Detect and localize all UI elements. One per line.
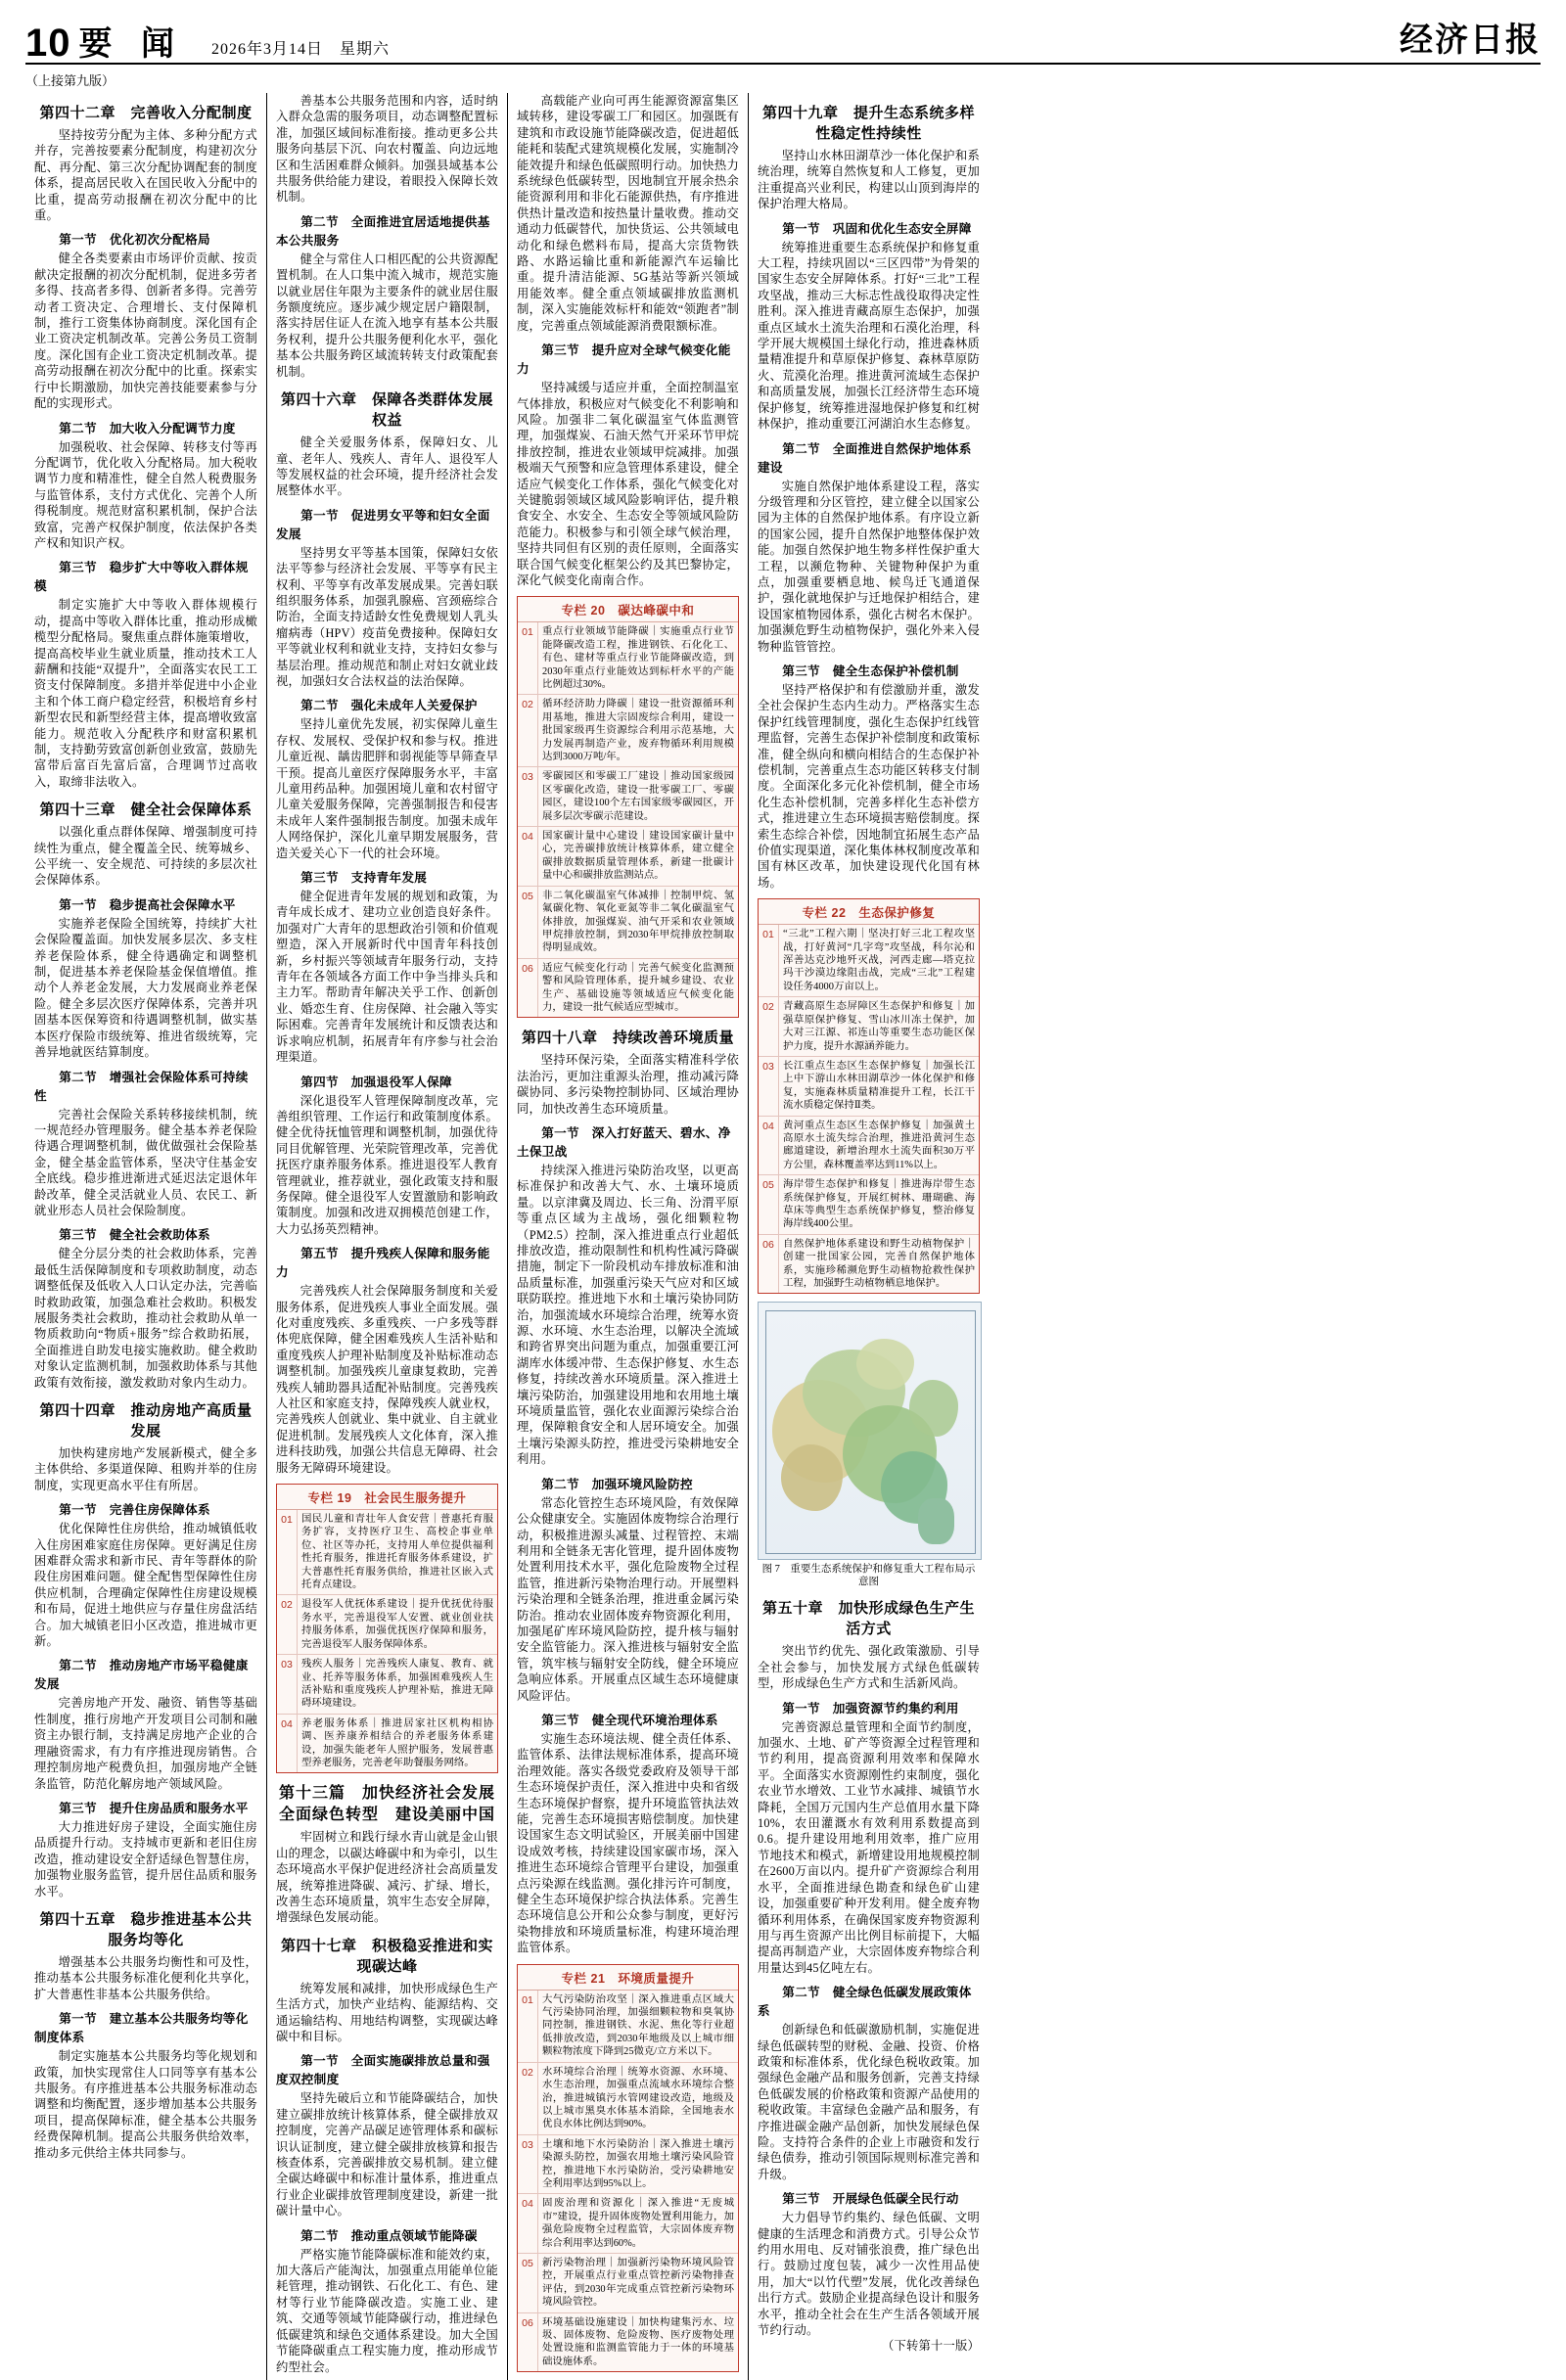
body-paragraph: 统筹推进重要生态系统保护和修复重大工程，持续巩固以“三区四带”为骨架的国家生态安全屏障体系。打好“三北”工程攻坚战，推动三大标志性战役取得决定性胜利。深入推进青藏高原生态保护，加强重点区域水土流失治理和石漠化治理，科学开展大规模国土绿化行动，推进森林质量精准提升和草原保护修复、森林草原防火、荒漠化治理。推进黄河流域生态保护和高质量发展，加强长江经济带生态环境保护修复，统筹推进湿地保护修复和红树林保护，推动重要江河湖泊水生态修复。 [758,240,980,432]
section-heading: 第一节 加强资源节约集约利用 [782,1701,959,1716]
sidebar-box-title: 专栏 19 社会民生服务提升 [277,1485,497,1510]
continued-to-note: （下转第十一版） [882,2339,980,2354]
chapter-heading: 第四十五章 稳步推进基本公共服务均等化 [39,1910,253,1948]
sidebar-box-row-number: 01 [759,925,779,996]
sidebar-box-row-text: 海岸带生态保护和修复｜推进海岸带生态系统保护修复，开展红树林、珊瑚礁、海草床等典型生态系统保护修复，整治修复海岸线400公里。 [783,1179,975,1230]
sidebar-box-row-text: 水环境综合治理｜统筹水资源、水环境、水生态治理，加强重点流域水环境综合整治，推进城镇污水管网建设改造，地级及以上城市黑臭水体基本消除，全国地表水优良水体比例达到90%。 [542,2066,734,2130]
sidebar-box-title: 专栏 21 环境质量提升 [518,1965,738,1991]
sidebar-box-row [759,1235,979,1294]
sidebar-box [276,1484,498,1773]
continued-from-note: （上接第九版） [25,73,115,88]
sidebar-box-row-number: 05 [759,1175,779,1234]
sidebar-box [758,898,980,1294]
body-paragraph: 实施生态环境法规、健全责任体系、监管体系、法律法规标准体系，提高环境治理效能。落实各级党委政府及领导干部生态环境保护责任，深入推进中央和省级生态环境保护督察，提升环境监管执法效能，完善生态环境损害赔偿制度。加快建设国家生态文明试验区，开展美丽中国建设成效考核，持续建设国家碳市场，深入推进生态环境综合管理平台建设，加强重点污染源在线监测。强化排污许可制度，健全生态环境保护综合执法体系。完善生态环境信息公开和公众参与制度，更好污染物排放和环境质量标准，构建环境治理监管体系。 [517,1731,739,1955]
body-paragraph: 坚持男女平等基本国策，保障妇女依法平等参与经济社会发展、平等享有民主权利、平等享有改革发展成果。完善妇联组织服务体系，加强乳腺癌、宫颈癌综合防治，全面支持适龄女性免费规划人乳头瘤病毒（HPV）疫苗免费接种。保障妇女平等就业权利和就业支持，支持妇女参与基层治理。推动规范和制止对妇女就业歧视，加强妇女合法权益的法治保障。 [276,545,498,688]
section-title: 要 闻 [78,25,184,63]
body-paragraph: 坚持严格保护和有偿激励并重，激发全社会保护生态内生动力。严格落实生态保护红线管理制度，强化生态保护红线管理监督，完善生态保护补偿制度和政策标准，健全纵向和横向相结合的生态保护补偿机制，完善重点生态功能区转移支付制度。全面深化多元化补偿机制，健全市场化生态补偿机制，完善多样化生态补偿方式，推进建立生态环境损害赔偿制度。探索生态综合补偿，因地制宜拓展生态产品价值实现渠道，深化集体林权制度改革和国有林区改革，加快建设现代化国有林场。 [758,682,980,890]
section-heading: 第二节 全面推进宜居适地提供基本公共服务 [276,214,490,248]
body-paragraph: 实施养老保险全国统筹，持续扩大社会保险覆盖面。加快发展多层次、多支柱养老保险体系，健全待遇确定和调整机制，促进基本养老保险基金保值增值。推动个人养老金发展，大力发展商业养老保险。健全多层次医疗保障体系，完善并巩固基本医保筹资和待遇调整机制，做实基本医疗保险市级统筹、推进省级统筹，完善异地就医结算制度。 [34,916,257,1060]
body-paragraph: 持续深入推进污染防治攻坚，以更高标准保护和改善大气、水、土壤环境质量。以京津冀及周边、长三角、汾渭平原等重点区域为主战场，强化细颗粒物（PM2.5）控制，深入推进重点行业超低排放改造，推动限制性和机构性减污降碳措施，制定下一阶段机动车排放标准和油品质量标准，加强重污染天气应对和区域联防联控。推进地下水和土壤污染协同防治，加强流域水环境综合治理，统筹水资源、水环境、水生态治理，以解决全流域和跨省界突出问题为重点，加强重要江河湖库水体缓冲带、生态保护修复、水生态修复，持续改善水环境质量。深入推进土壤污染防治，加强建设用地和农用地土壤环境质量监管，强化农业面源污染综合治理，保障粮食安全和人居环境安全。加强土壤污染源头防控，推进受污染耕地安全利用。 [517,1163,739,1467]
sidebar-box [517,1964,739,2373]
body-paragraph: 创新绿色和低碳激励机制，实施促进绿色低碳转型的财税、金融、投资、价格政策和标准体系，优化绿色税收政策。加强绿色金融产品和服务创新，完善支持绿色低碳发展的价格政策和资源产品使用的税收政策。丰富绿色金融产品和服务，有序推进碳金融产品创新，加快发展绿色保险。支持符合条件的企业上市融资和发行绿色债券，推动引领国际规则标准完善和升级。 [758,2023,980,2181]
sidebar-box-row [759,925,979,997]
body-paragraph: 坚持按劳分配为主体、多种分配方式并存，完善按要素分配制度，构建初次分配、再分配、第三次分配协调配套的制度体系，提高居民收入在国民收入分配中的比重，提高劳动报酬在初次分配中的比重。 [34,128,257,223]
sidebar-box-row-number: 01 [518,1991,538,2062]
body-paragraph: 坚持减缓与适应并重，全面控制温室气体排放，积极应对气候变化不利影响和风险。加强非二氧化碳温室气体监测管理，加强煤炭、石油天然气开采环节甲烷排放控制，推进农业领域甲烷减排。加强极端天气预警和应急管理体系建设，健全适应气候变化工作体系，强化气候变化对关键脆弱领域区域风险影响评估，提升粮食安全、水安全、生态安全等领域风险防范能力。积极参与和引领全球气候治理，坚持共同但有区别的责任原则，全面落实联合国气候变化框架公约及其巴黎协定，深化气候变化南南合作。 [517,381,739,587]
sidebar-box-row-number: 04 [277,1715,298,1773]
body-paragraph: 大力推进好房子建设，全面实施住房品质提升行动。支持城市更新和老旧住房改造，推动建设安全舒适绿色智慧住房，加强物业服务监管，提升居住品质和服务水平。 [34,1819,257,1899]
section-heading: 第三节 稳步扩大中等收入群体规模 [34,561,249,594]
body-paragraph: 完善资源总量管理和全面节约制度，加强水、土地、矿产等资源全过程管理和节约利用，提高资源利用效率和保障水平。全面落实水资源刚性约束制度，强化农业节水增效、工业节水减排、城镇节水降耗，全国万元国内生产总值用水量下降10%，农田灌溉水有效利用系数提高到0.6。提升建设用地利用效率，推广应用节地技术和模式，新增建设用地规模控制在2600万亩以内。提升矿产资源综合利用水平，全面推进绿色勘查和绿色矿山建设，加强重要矿种开发利用。健全废弃物循环利用体系，在确保国家废弃物资源利用与再生资源产出比例目标前提下，大幅提高再制造产业，大宗固体废弃物综合利用量达到45亿吨左右。 [758,1719,980,1975]
sidebar-box-row [759,1057,979,1117]
sidebar-box-row [759,1175,979,1235]
text-column-3 [507,93,748,2380]
body-paragraph: 以强化重点群体保障、增强制度可持续性为重点，健全覆盖全民、统筹城乡、公平统一、安全规范、可持续的多层次社会保障体系。 [34,825,257,888]
section-heading: 第一节 全面实施碳排放总量和强度双控制度 [276,2054,490,2087]
sidebar-box-row-text: 环境基础设施建设｜加快构建集污水、垃圾、固体废物、危险废物、医疗废物处理处置设施和监测监管能力于一体的环境基础设施体系。 [542,2316,734,2367]
section-heading: 第二节 推动重点领域节能降碳 [300,2228,478,2243]
body-paragraph: 健全与常住人口相匹配的公共资源配置机制。在人口集中流入城市，规范实施以就业居住年限为主要条件的就业居住服务额度统应。逐步减少规定居户籍限制，落实持居住证人在流入地享有基本公共服务权利，提升公共服务便利化水平，强化基本公共服务跨区域流转转支付政策配套机制。 [276,252,498,379]
sidebar-box-row-text: 重点行业领域节能降碳｜实施重点行业节能降碳改造工程，推进钢铁、石化化工、有色、建材等重点行业节能降碳改造，到2030年重点行业能效达到标杆水平的产能比例超过30%。 [542,626,734,690]
sidebar-box-row-number: 02 [518,2063,538,2134]
sidebar-box-row-text: 自然保护地体系建设和野生动植物保护｜创建一批国家公园，完善自然保护地体系，实施珍稀濒危野生动植物抢救性保护工程，加强野生动植物栖息地保护。 [783,1238,975,1289]
sidebar-box-row [518,695,738,767]
sidebar-box-row-text: 非二氧化碳温室气体减排｜控制甲烷、氢氟碳化物、氧化亚氮等非二氧化碳温室气体排放，加强煤炭、油气开采和农业领域甲烷排放控制，到2030年甲烷排放控制取得明显成效。 [542,890,734,954]
section-heading: 第三节 提升住房品质和服务水平 [59,1801,249,1815]
sidebar-box-row-text: 新污染物治理｜加强新污染物环境风险管控，开展重点行业重点管控新污染物排查评估，到2030年完成重点管控新污染物环境风险管控。 [542,2257,734,2309]
sidebar-box-row-text: 零碳园区和零碳工厂建设｜推动国家级园区零碳化改造，建设一批零碳工厂、零碳园区，建设100个左右国家级零碳园区，开展多层次零碳示范建设。 [542,771,734,822]
sidebar-box-row-number: 03 [277,1655,298,1714]
sidebar-box-row-number: 06 [518,2313,538,2372]
body-paragraph: 统筹发展和减排，加快形成绿色生产生活方式，加快产业结构、能源结构、交通运输结构、用地结构调整，实现碳达峰碳中和目标。 [276,1981,498,2043]
sidebar-box-row [518,767,738,827]
section-heading: 第二节 强化未成年人关爱保护 [300,699,478,713]
section-heading: 第一节 巩固和优化生态安全屏障 [782,221,972,236]
body-paragraph: 增强基本公共服务均衡性和可及性，推动基本公共服务标准化便利化共享化，扩大普惠性非基本公共服务供给。 [34,1954,257,2001]
body-paragraph: 深化退役军人管理保障制度改革，完善组织管理、工作运行和政策制度体系。健全优待抚恤管理和调整机制，加强优待同目优解管理、光荣院管理改革，完善优抚医疗康养服务体系。推进退役军人教育管理就业，推荐就业，强化政策支持和服务保障。健全退役军人安置激励和影响政策制度。加强和改进双拥模范创建工作，大力弘扬英烈精神。 [276,1093,498,1236]
page-number: 10 [25,22,71,65]
section-heading: 第三节 支持青年发展 [300,871,428,886]
sidebar-box-row [518,1991,738,2063]
sidebar-box-row [518,959,738,1018]
sidebar-box-row [759,1117,979,1176]
body-paragraph: 善基本公共服务范围和内容，适时纳入群众急需的服务项目，动态调整配置标准，加强区域间标准衔接。推动更多公共服务向基层下沉、向农村覆盖、向边远地区和生活困难群众倾斜。加强县域基本公共服务供给能力建设，着眼投入保障长效机制。 [276,94,498,205]
section-heading: 第三节 开展绿色低碳全民行动 [782,2192,959,2207]
article-columns [25,93,1541,2380]
sidebar-box-row-text: 退役军人优抚体系建设｜提升优抚优待服务水平，完善退役军人安置、就业创业扶持服务体系，加强优抚医疗保障和服务，完善退役军人服务保障体系。 [301,1599,493,1650]
section-heading: 第四节 加强退役军人保障 [300,1075,452,1089]
chapter-heading: 第四十九章 提升生态系统多样性稳定性持续性 [761,105,975,142]
section-heading: 第三节 健全社会救助体系 [59,1228,210,1243]
section-heading: 第二节 全面推进自然保护地体系建设 [758,441,972,475]
text-column-1 [25,93,266,2380]
sidebar-box-row [518,2194,738,2254]
sidebar-box-row-number: 02 [759,997,779,1056]
section-heading: 第三节 健全现代环境治理体系 [541,1713,718,1727]
body-paragraph: 健全促进青年发展的规划和政策，为青年成长成才、建功立业创造良好条件。加强对广大青年的思想政治引领和价值观塑造，深入开展新时代中国青年科技创新，乡村振兴等领域青年服务行动，支持青年在各领域各方面工作中争当排头兵和主力军。帮助青年解决关乎工作、创新创业、婚恋生育、住房保障、社会融入等实际困难。完善青年发展统计和反馈表达和诉求响应机制，拓展青年有序参与社会治理渠道。 [276,890,498,1065]
section-heading: 第一节 建立基本公共服务均等化制度体系 [34,2012,249,2045]
sidebar-box-row-text: 长江重点生态区生态保护修复｜加强长江上中下游山水林田湖草沙一体化保护和修复，实施森林质量精准提升工程，长江干流水质稳定保持Ⅱ类。 [783,1060,975,1112]
sidebar-box-row-text: 养老服务体系｜推进居家社区机构相协调、医养康养相结合的养老服务体系建设，加强失能老年人照护服务，发展普惠型养老服务，完善老年助餐服务网络。 [301,1717,493,1768]
sidebar-box-row-number: 05 [518,2254,538,2312]
sidebar-box-row-text: 大气污染防治攻坚｜深入推进重点区域大气污染协同治理，加强细颗粒物和臭氧协同控制，推进钢铁、水泥、焦化等行业超低排放改造，到2030年地级及以上城市细颗粒物浓度下降到25微克/立方米以下。 [542,1993,734,2058]
sidebar-box-row [518,2254,738,2313]
sidebar-box-row-number: 04 [759,1117,779,1175]
body-paragraph: 加强税收、社会保障、转移支付等再分配调节，优化收入分配格局。加大税收调节力度和精准性，健全自然人税费服务与监管体系，支付方式优化、完善个人所得税制度。规范财富积累机制，保护合法致富，完善产权保护制度，依法保护各类产权和知识产权。 [34,439,257,550]
body-paragraph: 健全分层分类的社会救助体系，完善最低生活保障制度和专项救助制度，动态调整低保及低收入人口认定办法，完善临时救助政策，加强急难社会救助。积极发展服务类社会救助，推动社会救助从单一物质救助向“物质+服务”综合救助拓展，全面推进自助发电接实施救助。健全救助对象认定监测机制，加强救助体系与其他政策有效衔接，激发救助对象内生动力。 [34,1247,257,1390]
sidebar-box-row-number: 04 [518,827,538,886]
section-heading: 第三节 健全生态保护补偿机制 [782,664,959,678]
body-paragraph: 完善残疾人社会保障服务制度和关爱服务体系，促进残疾人事业全面发展。强化对重度残疾、多重残疾、一户多残等群体兜底保障，健全困难残疾人生活补贴和重度残疾人护理补贴制度及补贴标准动态调整机制。加强残疾儿童康复救助，完善残疾人辅助器具适配补贴制度。完善残疾人社区和家庭支持，保障残疾人就业权，完善残疾人创就业、集中就业、自主就业促进机制。发展残疾人文化体育，深入推进科技助残，加强公共信息无障碍、社会服务无障碍环境建设。 [276,1284,498,1475]
section-heading: 第二节 加强环境风险防控 [541,1477,693,1491]
section-heading: 第二节 增强社会保险体系可持续性 [34,1070,249,1103]
chapter-heading: 第四十三章 健全社会保障体系 [39,801,253,819]
body-paragraph: 坚持山水林田湖草沙一体化保护和系统治理，统筹自然恢复和人工修复，更加注重提高兴业利民，构建以山顶到海岸的保护治理大格局。 [758,149,980,211]
section-heading: 第二节 健全绿色低碳发展政策体系 [758,1986,972,2019]
sidebar-box-row [518,2313,738,2372]
sidebar-box [517,596,739,1018]
body-paragraph: 高载能产业向可再生能源资源富集区域转移，建设零碳工厂和园区。加强既有建筑和市政设施节能降碳改造，促进超低能耗和装配式建筑规模化发展，实施制冷能效提升和绿色低碳照明行动。加快热力系统绿色低碳转型，因地制宜开展余热余能资源利用和非化石能源供热，有序推进供热计量改造和按热量计量收费。推动交通动力低碳替代，加快货运、公共领域电动化和绿色燃料布局，提高大宗货物铁路、水路运输比重和新能源汽车运输比重。提升清洁能源、5G基站等新兴领域用能效率。健全重点领域碳排放监测机制，深入实施能效标杆和能效“领跑者”制度，完善重点领域能源消费限额标准。 [517,94,739,333]
sidebar-box-row [277,1595,497,1655]
body-paragraph: 实施自然保护地体系建设工程，落实分级管理和分区管控，建立健全以国家公园为主体的自然保护地体系。有序设立新的国家公园，提升自然保护地整体保护效能。加强自然保护地生物多样性保护重大工程，以濒危物种、关键物种保护为重点，加强重要栖息地、候鸟迁飞通道保护，强化就地保护与迁地保护相结合，建设国家植物园体系，强化古树名木保护。加强濒危野生动植物保护，强化外来入侵物种监管管控。 [758,479,980,654]
sidebar-box-row-number: 06 [759,1235,779,1294]
sidebar-box-row [759,997,979,1057]
sidebar-box-row-number: 03 [518,767,538,826]
sidebar-box-row [518,2063,738,2135]
sidebar-box-title: 专栏 22 生态保护修复 [759,899,979,925]
body-paragraph: 加快构建房地产发展新模式，健全多主体供给、多渠道保障、租购并举的住房制度，实现更高水平住有所居。 [34,1446,257,1492]
masthead [25,0,1541,65]
sidebar-box-row-number: 03 [518,2135,538,2194]
sidebar-box-row-text: 固废治理和资源化｜深入推进“无废城市”建设，提升固体废物处置利用能力，加强危险废物全过程监管，大宗固体废弃物综合利用率达到60%。 [542,2198,734,2249]
sidebar-box-row-number: 01 [277,1510,298,1594]
sidebar-box-row [518,622,738,695]
body-paragraph: 常态化管控生态环境风险，有效保障公众健康安全。实施固体废物综合治理行动，积极推进源头减量、过程管控、末端利用和全链条无害化管理，提升固体废物处置利用技术水平，强化危险废物全过程监管，推进新污染物治理行动。开展塑料污染治理和全链条治理，推进重金属污染防治。推动农业固体废弃物资源化利用，加强尾矿库环境风险防控，提升核与辐射安全监管能力。深入推进核与辐射安全监管，筑牢核与辐射安全防线，健全环境应急响应体系。开展重点区域生态环境健康风险评估。 [517,1495,739,1703]
sidebar-box-row-number: 05 [518,887,538,958]
body-paragraph: 坚持儿童优先发展，初实保障儿童生存权、发展权、受保护权和参与权。推进儿童近视、龋齿肥胖和弱视能等早筛查早干预。提高儿童医疗保障服务水平，丰富儿童用药品种。加强困境儿童和农村留守儿童关爱服务保障，完善强制报告和侵害未成年人案件强制报告制度。加强未成年人网络保护，深化儿童早期发展服务，营造关爱关心下一代的社会环境。 [276,717,498,860]
body-paragraph: 制定实施扩大中等收入群体规模行动，提高中等收入群体比重，推动形成橄榄型分配格局。聚焦重点群体施策增收，提高高校毕业生就业质量，推动技术工人薪酬和技能“双提升”，全面落实农民工工资支付保障制度。多措并举促进中小企业主和个体工商户稳定经营，积极培育乡村新型农民和新型经营主体，提高增收致富能力。规范收入分配秩序和财富积累机制，支持勤劳致富创新创业致富，鼓励先富带后富百先富后富，合理调节过高收入，取缔非法收入。 [34,598,257,789]
section-heading: 第一节 稳步提高社会保障水平 [59,897,236,912]
sidebar-box-row [277,1715,497,1773]
section-heading: 第一节 深入打好蓝天、碧水、净土保卫战 [517,1125,731,1159]
sidebar-box-row [518,887,738,959]
sidebar-box-row-text: 土壤和地下水污染防治｜深入推进土壤污染源头防控，加强农用地土壤污染风险管控，推进地下水污染防治，受污染耕地安全利用率达到95%以上。 [542,2138,734,2189]
chapter-heading: 第四十二章 完善收入分配制度 [39,105,253,121]
text-column-4 [748,93,989,2380]
body-paragraph: 完善社会保险关系转移接续机制，统一规范经办管理服务。健全基本养老保险待遇合理调整机制，做优做强社会保险基金，健全基金监管体系，坚决守住基金安全底线。稳步推进渐进式延迟法定退休年龄改革，健全灵活就业人员、农民工、新就业形态人员社会保险制度。 [34,1107,257,1217]
sidebar-box-row-text: 黄河重点生态区生态保护修复｜加强黄土高原水土流失综合治理，推进沿黄河生态廊道建设，新增治理水土流失面积30万平方公里，森林覆盖率达到11%以上。 [783,1120,975,1170]
sidebar-box-row-text: 国家碳计量中心建设｜建设国家碳计量中心，完善碳排放统计核算体系，建立健全碳排放数据质量管理体系，新建一批碳计量中心和碳排放监测站点。 [542,831,734,882]
chapter-heading: 第五十章 加快形成绿色生产生活方式 [761,1600,975,1638]
body-paragraph: 坚持环保污染，全面落实精准科学依法治污，更加注重源头治理，推动减污降碳协同、多污染物控制协同、区域治理协同，加快改善生态环境质量。 [517,1053,739,1116]
sidebar-box-row-text: 残疾人服务｜完善残疾人康复、教育、就业、托养等服务体系，加强困难残疾人生活补贴和重度残疾人护理补贴，推进无障碍环境建设。 [301,1659,493,1710]
body-paragraph: 严格实施节能降碳标准和能效约束，加大落后产能淘汰，加强重点用能单位能耗管理，推动钢铁、石化化工、有色、建材等行业节能降碳改造。实施工业、建筑、交通等领域节能降碳行动，推进绿色低碳建筑和绿色交通体系建设。加大全国节能降碳重点工程实施力度，推动形成节约型社会。 [276,2247,498,2374]
sidebar-box-row-text: 适应气候变化行动｜完善气候变化监测预警和风险管理体系，提升城乡建设、农业生产、基础设施等领域适应气候变化能力，建设一批气候适应型城市。 [542,962,734,1013]
body-paragraph: 突出节约优先、强化政策激励、引导全社会参与，加快发展方式绿色低碳转型，形成绿色生产方式和生活新风尚。 [758,1644,980,1691]
sidebar-box-row-text: 循环经济助力降碳｜建设一批资源循环利用基地，推进大宗固废综合利用，建设一批国家级再生资源综合利用示范基地，大力发展再制造产业，废弃物循环利用规模达到3000万吨/年。 [542,699,734,763]
body-paragraph: 大力倡导节约集约、绿色低碳、文明健康的生活理念和消费方式。引导公众节约用水用电、反对铺张浪费，推广绿色出行。鼓励过度包装，减少一次性用品使用，加大“以竹代塑”发展，优化改善绿色出行方式。鼓励企业提高绿色设计和服务水平，推动全社会在生产生活各领域开展节约行动。 [758,2211,980,2338]
sidebar-box-row [277,1510,497,1595]
sidebar-box-row-number: 06 [518,959,538,1018]
section-heading: 第二节 加大收入分配调节力度 [59,421,236,435]
body-paragraph: 完善房地产开发、融资、销售等基础性制度，推行房地产开发项目公司制和融资主办银行制，支持满足房地产企业的合理融资需求，有力有序推进现房销售。合理控制房地产税费负担，加强房地产全链条监管，防范化解房地产领域风险。 [34,1696,257,1791]
section-heading: 第一节 完善住房保障体系 [59,1503,210,1518]
body-paragraph: 优化保障性住房供给，推动城镇低收入住房困难家庭住房保障。更好满足住房困难群众需求和新市民、青年等群体的阶段住房困难问题。健全配售型保障性住房供应机制，合理确定保障性住房建设规模和布局，促进土地供应与存量住房盘活结合。加大城镇老旧小区改造，推进城市更新。 [34,1522,257,1649]
sidebar-box-row [277,1655,497,1715]
chapter-heading: 第四十七章 积极稳妥推进和实现碳达峰 [280,1937,493,1975]
sidebar-box-row-text: 青藏高原生态屏障区生态保护和修复｜加强草原保护修复、雪山冰川冻土保护，加大对三江源、祁连山等重要生态功能区保护力度，提升水源涵养能力。 [783,1001,975,1052]
section-heading: 第五节 提升残疾人保障和服务能力 [276,1247,490,1280]
sidebar-box-row-number: 04 [518,2194,538,2253]
part-heading: 第十三篇 加快经济社会发展全面绿色转型 建设美丽中国 [278,1785,495,1824]
issue-date: 2026年3月14日 星期六 [210,41,390,58]
sidebar-box-row-number: 01 [518,622,538,694]
body-paragraph: 坚持先破后立和节能降碳结合，加快建立碳排放统计核算体系，健全碳排放双控制度，完善产品碳足迹管理体系和碳标识认证制度，建立健全碳排放核算和报告核查体系，完善碳排放交易机制。建立健全碳达峰碳中和标准计量体系，推进重点行业企业碳排放管理制度建设，新建一批碳计量中心。 [276,2091,498,2219]
sidebar-box-title: 专栏 20 碳达峰碳中和 [518,597,738,622]
map-caption: 图 7 重要生态系统保护和修复重大工程布局示意图 [761,1564,976,1588]
body-paragraph: 制定实施基本公共服务均等化规划和政策，加快实现常住人口同等享有基本公共服务。有序推进基本公共服务标准动态调整和均衡配置，逐步增加基本公共服务项目，提高保障标准，健全基本公共服务经费保障机制。提高公共服务供给效率，推动多元供给主体共同参与。 [34,2049,257,2160]
china-ecological-map [758,1302,982,1560]
section-heading: 第一节 促进男女平等和妇女全面发展 [276,508,490,541]
sidebar-box-row [518,2135,738,2195]
sidebar-box-row [518,827,738,887]
section-heading: 第三节 提升应对全球气候变化能力 [517,343,731,377]
body-paragraph: 牢固树立和践行绿水青山就是金山银山的理念，以碳达峰碳中和为牵引，以生态环境高水平保护促进经济社会高质量发展，统筹推进降碳、减污、扩绿、增长，改善生态环境质量，筑牢生态安全屏障，增强绿色发展动能。 [276,1830,498,1925]
chapter-heading: 第四十四章 推动房地产高质量发展 [39,1402,253,1440]
map-figure [758,1302,980,1588]
body-paragraph: 健全各类要素由市场评价贡献、按贡献决定报酬的初次分配机制，促进多劳者多得、技高者多得、创新者多得。完善劳动者工资决定、合理增长、支付保障机制，推行工资集体协商制度。深化国有企业工资决定机制改革。完善公务员工资制度。深化国有企业工资决定机制改革。提高劳动报酬在初次分配中的比重。探索实行中长期激励，加快完善技能要素参与分配的实现形式。 [34,252,257,411]
sidebar-box-row-text: “三北”工程六期｜坚决打好三北工程攻坚战，打好黄河“几字弯”攻坚战，科尔沁和浑善达克沙地歼灭战，河西走廊—塔克拉玛干沙漠边缘阻击战，完成“三北”工程建设任务4000万亩以上。 [783,929,975,992]
chapter-heading: 第四十八章 持续改善环境质量 [521,1030,734,1047]
body-paragraph: 健全关爱服务体系，保障妇女、儿童、老年人、残疾人、青年人、退役军人等发展权益的社会环境，提升经济社会发展整体水平。 [276,435,498,498]
sidebar-box-row-number: 02 [277,1595,298,1654]
section-heading: 第二节 推动房地产市场平稳健康发展 [34,1659,249,1692]
section-heading: 第一节 优化初次分配格局 [59,233,210,248]
paper-nameplate: 经济日报 [1400,23,1541,59]
chapter-heading: 第四十六章 保障各类群体发展权益 [280,391,493,430]
sidebar-box-row-number: 02 [518,695,538,766]
text-column-2 [266,93,507,2380]
sidebar-box-row-number: 03 [759,1057,779,1116]
sidebar-box-row-text: 国民儿童和青壮年人食安营｜普惠托育服务扩容，支持医疗卫生、高校企事业单位、社区等办托，支持用人单位提供福利性托育服务，推进托育服务体系建设，扩大普惠性托育服务供给，推进社区嵌入式托育点建设。 [301,1514,493,1591]
